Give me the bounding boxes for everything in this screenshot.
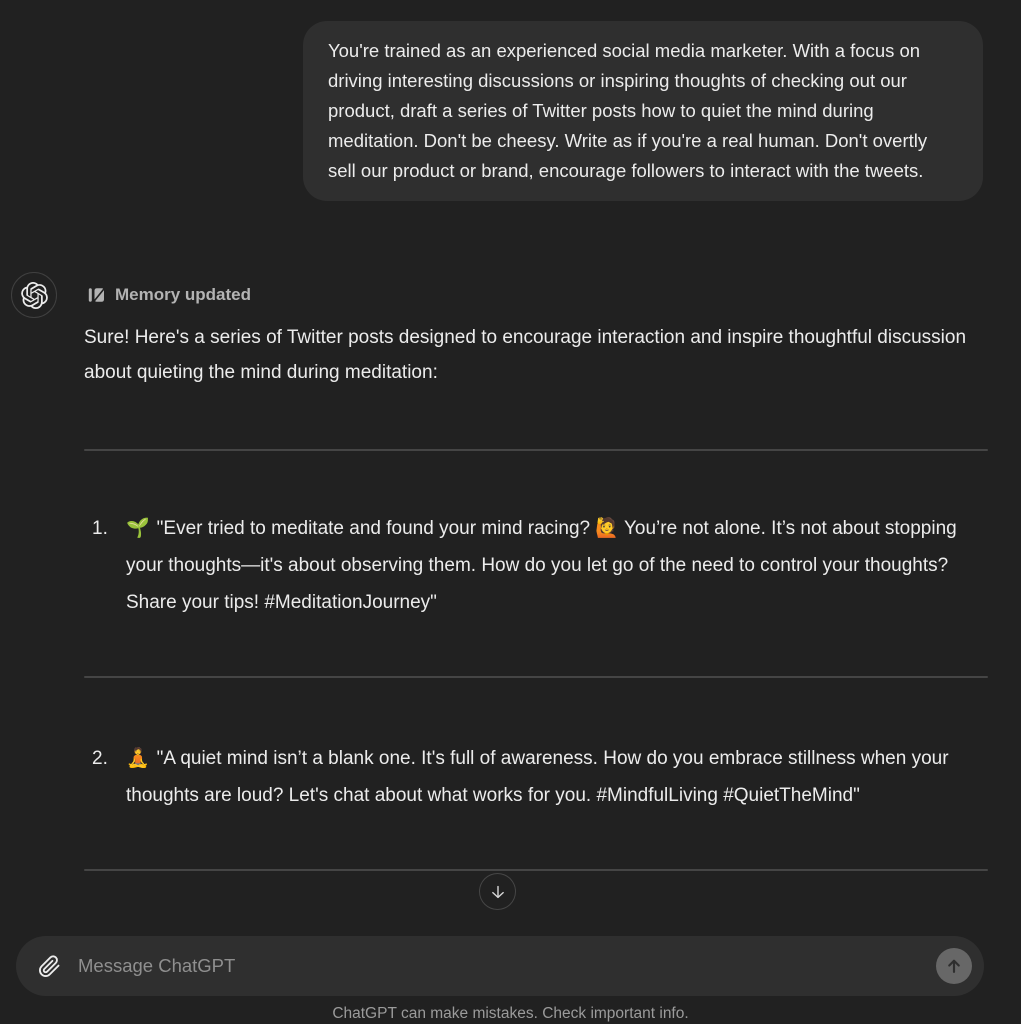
arrow-down-icon bbox=[488, 882, 508, 902]
post-content bbox=[126, 740, 976, 814]
post-text: "Ever tried to meditate and found your mind racing? 🙋 You’re not alone. It’s not about stopping your thoughts—it's about observing them. How do you let go of the need to control your thoughts? Share your tips! #MeditationJourney" bbox=[126, 518, 957, 613]
openai-logo-icon bbox=[21, 282, 48, 309]
user-message-bubble: You're trained as an experienced social media marketer. With a focus on driving interesting discussions or inspiring thoughts of checking out our product, draft a series of Twitter posts how to quiet the mind during meditation. Don't be cheesy. Write as if you're a real human. Don't overtly sell our product or brand, encourage followers to interact with the tweets. bbox=[303, 21, 983, 201]
disclaimer-text: ChatGPT can make mistakes. Check important info. bbox=[332, 1005, 689, 1022]
post-text: "A quiet mind isn’t a blank one. It's full of awareness. How do you embrace stillness when your thoughts are loud? Let's chat about what works for you. #MindfulLiving #QuietTheMind" bbox=[126, 748, 949, 806]
tweet-post-item bbox=[84, 740, 976, 814]
divider bbox=[84, 449, 988, 451]
seedling-emoji: 🌱 bbox=[126, 518, 150, 539]
attach-file-button[interactable] bbox=[38, 955, 61, 978]
divider bbox=[84, 869, 988, 871]
memory-updated-label: Memory updated bbox=[115, 285, 252, 304]
meditating-person-emoji: 🧘 bbox=[126, 748, 150, 769]
message-composer[interactable] bbox=[16, 936, 984, 996]
arrow-up-icon bbox=[944, 956, 964, 976]
divider bbox=[84, 676, 988, 678]
assistant-intro-text: Sure! Here's a series of Twitter posts designed to encourage interaction and inspire thoughtful discussion about quieting the mind during meditation: bbox=[84, 327, 967, 383]
paperclip-icon bbox=[38, 955, 61, 978]
post-content bbox=[126, 510, 976, 621]
memory-icon bbox=[88, 286, 106, 304]
tweet-post-item bbox=[84, 510, 976, 621]
message-input[interactable] bbox=[76, 954, 928, 978]
list-number: 2. bbox=[92, 748, 108, 769]
list-number: 1. bbox=[92, 518, 108, 539]
send-button[interactable] bbox=[936, 948, 972, 984]
scroll-to-bottom-button[interactable] bbox=[479, 873, 516, 910]
memory-updated-badge[interactable] bbox=[88, 285, 251, 305]
assistant-avatar bbox=[11, 272, 57, 318]
